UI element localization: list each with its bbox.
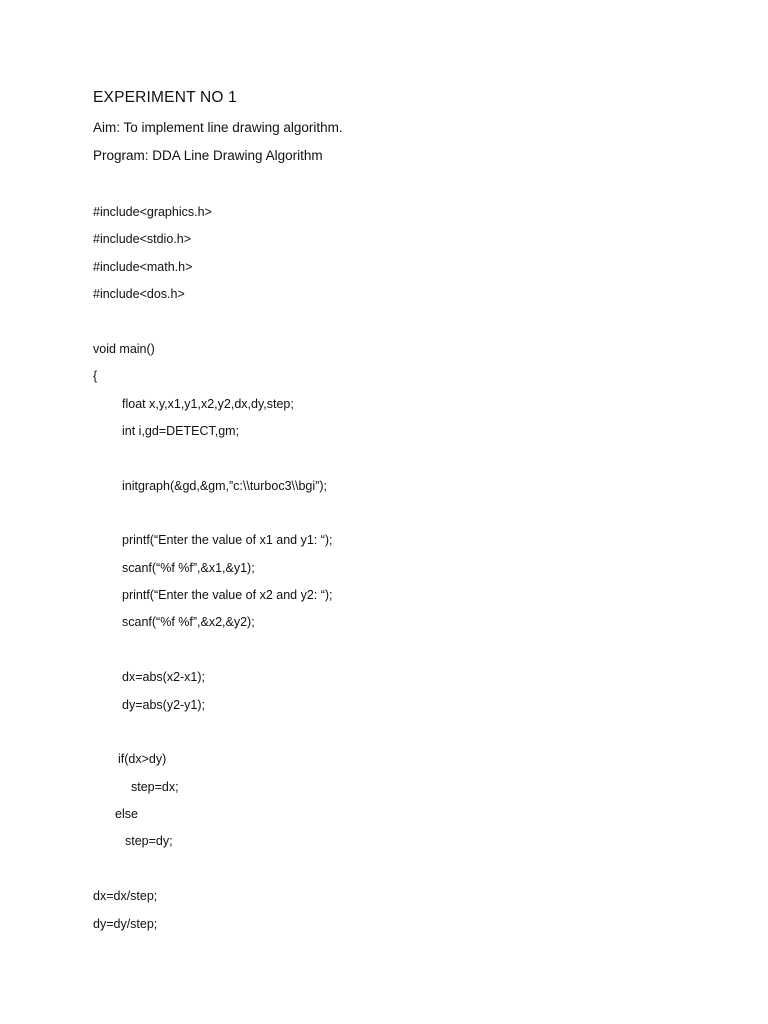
- code-line: int i,gd=DETECT,gm;: [122, 424, 240, 438]
- code-line: initgraph(&gd,&gm,”c:\\turboc3\\bgi”);: [122, 479, 327, 493]
- code-line: float x,y,x1,y1,x2,y2,dx,dy,step;: [122, 397, 294, 411]
- code-line: dx=dx/step;: [93, 889, 158, 903]
- code-line: dy=abs(y2-y1);: [122, 698, 206, 712]
- code-line: step=dx;: [131, 780, 179, 794]
- experiment-heading: EXPERIMENT NO 1: [93, 89, 237, 106]
- code-line: if(dx>dy): [118, 752, 167, 766]
- code-line: {: [93, 369, 98, 383]
- code-line: #include<dos.h>: [93, 287, 185, 301]
- code-line: printf(“Enter the value of x1 and y1: “);: [122, 533, 333, 547]
- program-title: Program: DDA Line Drawing Algorithm: [93, 148, 323, 163]
- code-line: step=dy;: [125, 834, 173, 848]
- aim-line: Aim: To implement line drawing algorithm.: [93, 120, 343, 135]
- code-line: scanf(“%f %f”,&x1,&y1);: [122, 561, 255, 575]
- code-line: #include<stdio.h>: [93, 232, 191, 246]
- code-line: #include<math.h>: [93, 260, 193, 274]
- code-line: #include<graphics.h>: [93, 205, 212, 219]
- code-line: scanf(“%f %f”,&x2,&y2);: [122, 615, 255, 629]
- code-line: void main(): [93, 342, 155, 356]
- code-line: printf(“Enter the value of x2 and y2: “);: [122, 588, 333, 602]
- code-line: dx=abs(x2-x1);: [122, 670, 206, 684]
- code-line: else: [115, 807, 138, 821]
- code-line: dy=dy/step;: [93, 917, 158, 931]
